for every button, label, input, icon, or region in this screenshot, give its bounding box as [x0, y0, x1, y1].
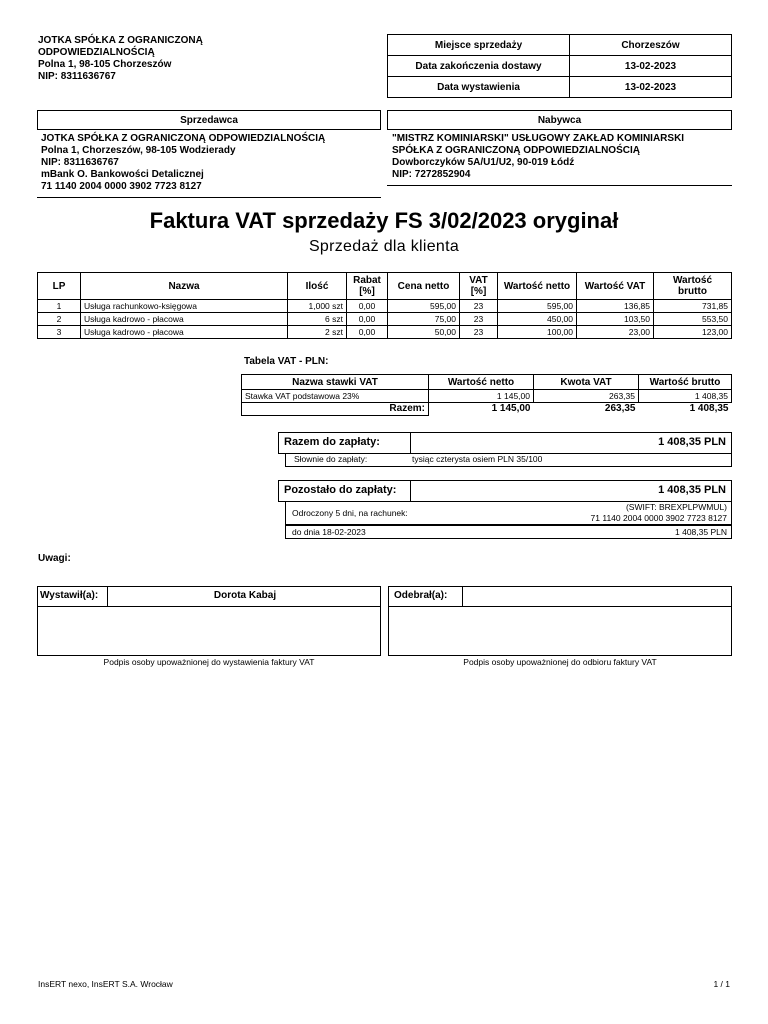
- items-header-row: [38, 273, 732, 300]
- seller-line: 71 1140 2004 0000 3902 7723 8127: [41, 181, 202, 192]
- cell-lp: 2: [38, 313, 81, 326]
- cell-vat: 23: [460, 313, 498, 326]
- cell-gross: 731,85: [654, 300, 732, 313]
- remaining-amount-box: [410, 480, 732, 502]
- footer-software: InsERT nexo, InsERT S.A. Wrocław: [38, 979, 173, 989]
- col-discount: [347, 273, 388, 300]
- table-row: [38, 300, 732, 313]
- col-vat-value: Wartość VAT: [577, 273, 654, 300]
- meta-label: Miejsce sprzedaży: [388, 35, 570, 56]
- seller-line: mBank O. Bankowości Detalicznej: [41, 169, 204, 180]
- meta-value: 13-02-2023: [570, 77, 732, 98]
- col-vat-gross: Wartość brutto: [639, 375, 732, 390]
- cell-vat-gross: 1 408,35: [639, 390, 732, 403]
- cell-name: Usługa kadrowo - płacowa: [81, 313, 288, 326]
- buyer-line: Dowborczyków 5A/U1/U2, 90-019 Łódź: [392, 157, 575, 168]
- remaining-amount: 1 408,35 PLN: [658, 484, 726, 496]
- meta-row: [388, 56, 732, 77]
- cell-vat-value: 23,00: [577, 326, 654, 339]
- issued-label: Wystawił(a):: [37, 586, 108, 607]
- invoice-title: Faktura VAT sprzedaży FS 3/02/2023 oryginał: [149, 208, 619, 233]
- to-pay-words-label: Słownie do zapłaty:: [294, 454, 368, 464]
- remaining-account: 71 1140 2004 0000 3902 7723 8127: [590, 513, 727, 523]
- remaining-due-row: [285, 525, 732, 539]
- meta-row: [388, 35, 732, 56]
- col-vat-tax: Kwota VAT: [534, 375, 639, 390]
- cell-vat: 23: [460, 326, 498, 339]
- cell-net-value: 595,00: [498, 300, 577, 313]
- cell-discount: 0,00: [347, 300, 388, 313]
- seller-line: NIP: 8311636767: [41, 157, 119, 168]
- col-net-price: Cena netto: [388, 273, 460, 300]
- seller-divider: [37, 197, 381, 198]
- vat-header-row: [242, 375, 732, 390]
- buyer-line: NIP: 7272852904: [392, 169, 471, 180]
- cell-vat-net: 1 145,00: [429, 390, 534, 403]
- cell-vat-value: 103,50: [577, 313, 654, 326]
- to-pay-words-row: [285, 453, 732, 467]
- seller-line: JOTKA SPÓŁKA Z OGRANICZONĄ ODPOWIEDZIALNOŚCIĄ: [41, 133, 326, 144]
- cell-vat-rate: Stawka VAT podstawowa 23%: [242, 390, 429, 403]
- col-net-value: Wartość netto: [498, 273, 577, 300]
- remaining-due-amount: 1 408,35 PLN: [675, 527, 727, 537]
- col-discount-line2: [%]: [359, 286, 375, 297]
- cell-net-value: 100,00: [498, 326, 577, 339]
- cell-qty: 2 szt: [288, 326, 347, 339]
- remaining-deferred-label: Odroczony 5 dni, na rachunek:: [292, 508, 408, 518]
- col-vat-net: Wartość netto: [429, 375, 534, 390]
- seller-nip: NIP: 8311636767: [38, 71, 116, 82]
- col-gross: [654, 273, 732, 300]
- footer-page-number: 1 / 1: [713, 979, 730, 989]
- invoice-meta-table: [387, 34, 732, 98]
- buyer-divider: [387, 185, 732, 186]
- vat-sum-row: [242, 403, 732, 416]
- vat-sum-gross: 1 408,35: [689, 403, 729, 415]
- seller-address: Polna 1, 98-105 Chorzeszów: [38, 59, 172, 70]
- issued-signature-area: [37, 606, 381, 656]
- to-pay-amount: 1 408,35 PLN: [658, 436, 726, 448]
- cell-lp: 3: [38, 326, 81, 339]
- cell-name: Usługa kadrowo - płacowa: [81, 326, 288, 339]
- cell-name: Usługa rachunkowo-księgowa: [81, 300, 288, 313]
- meta-row: [388, 77, 732, 98]
- col-discount-line1: Rabat: [353, 275, 381, 286]
- vat-table: [241, 374, 732, 416]
- seller-details: [41, 133, 381, 193]
- col-qty: Ilość: [288, 273, 347, 300]
- remaining-label-box: [278, 480, 411, 502]
- col-vat: [460, 273, 498, 300]
- cell-discount: 0,00: [347, 313, 388, 326]
- buyer-line: SPÓŁKA Z OGRANICZONĄ ODPOWIEDZIALNOŚCIĄ: [392, 145, 640, 156]
- received-label: Odebrał(a):: [388, 586, 463, 607]
- meta-label: Data zakończenia dostawy: [388, 56, 570, 77]
- cell-qty: 1,000 szt: [288, 300, 347, 313]
- cell-discount: 0,00: [347, 326, 388, 339]
- table-row: [242, 390, 732, 403]
- meta-label: Data wystawienia: [388, 77, 570, 98]
- cell-net-price: 595,00: [388, 300, 460, 313]
- to-pay-words: tysiąc czterysta osiem PLN 35/100: [412, 454, 543, 464]
- issued-name: Dorota Kabaj: [213, 590, 277, 601]
- remaining-due-label: do dnia 18-02-2023: [292, 527, 366, 537]
- remaining-label: Pozostało do zapłaty:: [284, 484, 397, 496]
- buyer-details: [392, 133, 732, 181]
- seller-heading: Sprzedawca: [37, 110, 381, 130]
- cell-vat: 23: [460, 300, 498, 313]
- cell-vat-tax: 263,35: [534, 390, 639, 403]
- issued-row: [37, 586, 381, 607]
- meta-value: Chorzeszów: [570, 35, 732, 56]
- col-gross-line2: brutto: [678, 286, 707, 297]
- col-vat-line1: VAT: [469, 275, 488, 286]
- cell-gross: 553,50: [654, 313, 732, 326]
- cell-lp: 1: [38, 300, 81, 313]
- cell-net-price: 50,00: [388, 326, 460, 339]
- seller-header: [38, 35, 203, 83]
- vat-sum-net: 1 145,00: [491, 403, 531, 415]
- issued-caption: Podpis osoby upoważnionej do wystawienia faktury VAT: [103, 657, 315, 667]
- to-pay-label-box: [278, 432, 411, 454]
- vat-table-caption: Tabela VAT - PLN:: [244, 356, 329, 367]
- table-row: [38, 326, 732, 339]
- vat-sum-label: Razem:: [242, 403, 429, 416]
- col-gross-line1: Wartość: [672, 275, 713, 286]
- invoice-subtitle: Sprzedaż dla klienta: [308, 238, 460, 255]
- received-caption: Podpis osoby upoważnionej do odbioru faktury VAT: [463, 657, 657, 667]
- table-row: [38, 313, 732, 326]
- col-lp: LP: [38, 273, 81, 300]
- remaining-swift: (SWIFT: BREXPLPWMUL): [625, 502, 727, 512]
- seller-name-line2: ODPOWIEDZIALNOŚCIĄ: [38, 47, 155, 58]
- cell-gross: 123,00: [654, 326, 732, 339]
- col-vat-rate: Nazwa stawki VAT: [242, 375, 429, 390]
- remaining-deferred-row: [285, 501, 732, 525]
- seller-name-line1: JOTKA SPÓŁKA Z OGRANICZONĄ: [38, 35, 203, 46]
- col-name: Nazwa: [81, 273, 288, 300]
- seller-line: Polna 1, Chorzeszów, 98-105 Wodzierady: [41, 145, 236, 156]
- meta-value: 13-02-2023: [570, 56, 732, 77]
- cell-vat-value: 136,85: [577, 300, 654, 313]
- cell-qty: 6 szt: [288, 313, 347, 326]
- items-table: [37, 272, 732, 339]
- received-row: [388, 586, 732, 607]
- vat-sum-tax: 263,35: [604, 403, 636, 415]
- notes-label: Uwagi:: [38, 553, 71, 564]
- to-pay-amount-box: [410, 432, 732, 454]
- cell-net-value: 450,00: [498, 313, 577, 326]
- to-pay-label: Razem do zapłaty:: [284, 436, 380, 448]
- buyer-heading: Nabywca: [387, 110, 732, 130]
- col-vat-line2: [%]: [470, 286, 487, 297]
- received-signature-area: [388, 606, 732, 656]
- buyer-line: "MISTRZ KOMINIARSKI" USŁUGOWY ZAKŁAD KOMINIARSKI: [392, 133, 685, 144]
- cell-net-price: 75,00: [388, 313, 460, 326]
